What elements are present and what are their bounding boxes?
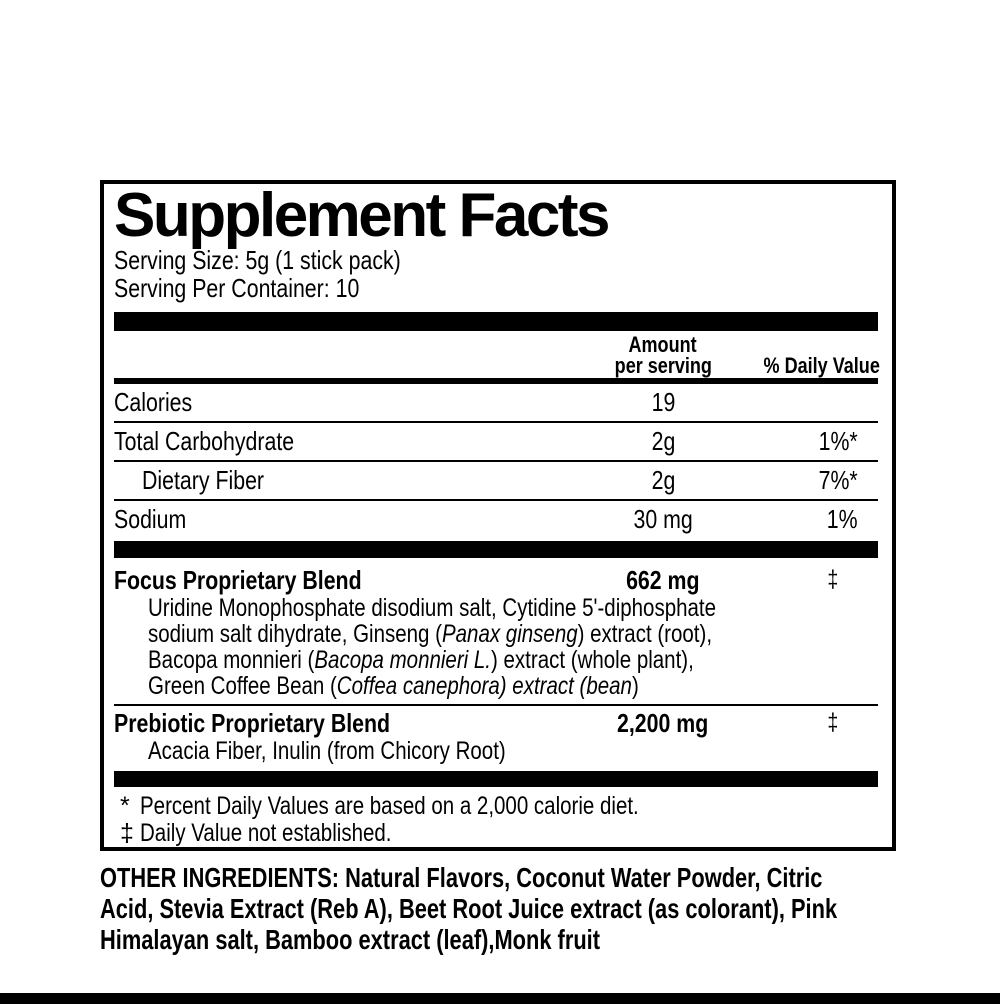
double-dagger-symbol: ‡ [827, 709, 838, 736]
thick-separator-top [114, 312, 878, 331]
row-divider [114, 704, 878, 706]
column-header-amount: Amount per serving [614, 332, 712, 378]
supplement-facts-panel [100, 180, 896, 851]
other-ingredients-line: Himalayan salt, Bamboo extract (leaf),Monk fruit [100, 924, 601, 955]
amount-value: 2g [651, 465, 675, 495]
blend-ingredients-line: Acacia Fiber, Inulin (from Chicory Root) [148, 737, 506, 765]
column-header-row [114, 334, 878, 378]
nutrient-row-calories [114, 384, 878, 421]
serving-size [114, 246, 878, 274]
blend-ingredients-line: Uridine Monophosphate disodium salt, Cytidine 5'-diphosphate [148, 594, 717, 622]
nutrient-row-dietary-fiber [114, 462, 878, 499]
blend-ingredients-line: sodium salt dihydrate, Ginseng (Panax ginseng) extract (root), [148, 620, 713, 648]
footnote-symbol: * [120, 792, 130, 820]
blend-row-focus [114, 565, 878, 595]
nutrient-label: Sodium [114, 504, 187, 534]
amount-value: 19 [651, 387, 675, 417]
blend-amount: 662 mg [626, 564, 700, 595]
daily-value: 7%* [818, 465, 858, 495]
footnote-not-established [114, 820, 878, 847]
other-ingredients-line: Acid, Stevia Extract (Reb A), Beet Root Juice extract (as colorant), Pink [100, 893, 838, 924]
servings-per-container [114, 274, 878, 302]
blend-name: Focus Proprietary Blend [114, 564, 362, 595]
blend-name: Prebiotic Proprietary Blend [114, 707, 391, 738]
amount-value: 30 mg [633, 504, 693, 534]
bottom-black-bar [0, 993, 1000, 1004]
serving-size-text: Serving Size: 5g (1 stick pack) [114, 245, 401, 275]
footnote-daily-values [114, 793, 878, 820]
footnote-text: Percent Daily Values are based on a 2,000 calorie diet. [140, 792, 639, 820]
blend-ingredients-line: Green Coffee Bean (Coffea canephora) extract (bean) [148, 672, 639, 700]
nutrient-row-sodium [114, 501, 878, 538]
daily-value: 1%* [818, 426, 858, 456]
thick-separator-bottom [114, 771, 878, 787]
footnote-text: Daily Value not established. [140, 819, 392, 847]
footnote-symbol: ‡ [120, 819, 134, 847]
nutrient-label: Total Carbohydrate [114, 426, 295, 456]
footnotes [114, 793, 878, 847]
column-header-daily-value: % Daily Value [763, 353, 880, 378]
panel-title: Supplement Facts [114, 181, 608, 250]
thick-separator-middle [114, 541, 878, 558]
other-ingredients [100, 862, 960, 955]
nutrient-label: Dietary Fiber [142, 465, 265, 495]
amount-value: 2g [651, 426, 675, 456]
blend-ingredients-line: Bacopa monnieri (Bacopa monnieri L.) extract (whole plant), [148, 646, 694, 674]
blend-amount: 2,200 mg [617, 707, 709, 738]
servings-per-container-text: Serving Per Container: 10 [114, 273, 360, 303]
daily-value: 1% [827, 504, 858, 534]
double-dagger-symbol: ‡ [827, 566, 838, 593]
nutrient-label: Calories [114, 387, 193, 417]
other-ingredients-line: OTHER INGREDIENTS: Natural Flavors, Coconut Water Powder, Citric [100, 862, 823, 893]
blend-row-prebiotic [114, 708, 878, 738]
nutrient-row-total-carbohydrate [114, 423, 878, 460]
